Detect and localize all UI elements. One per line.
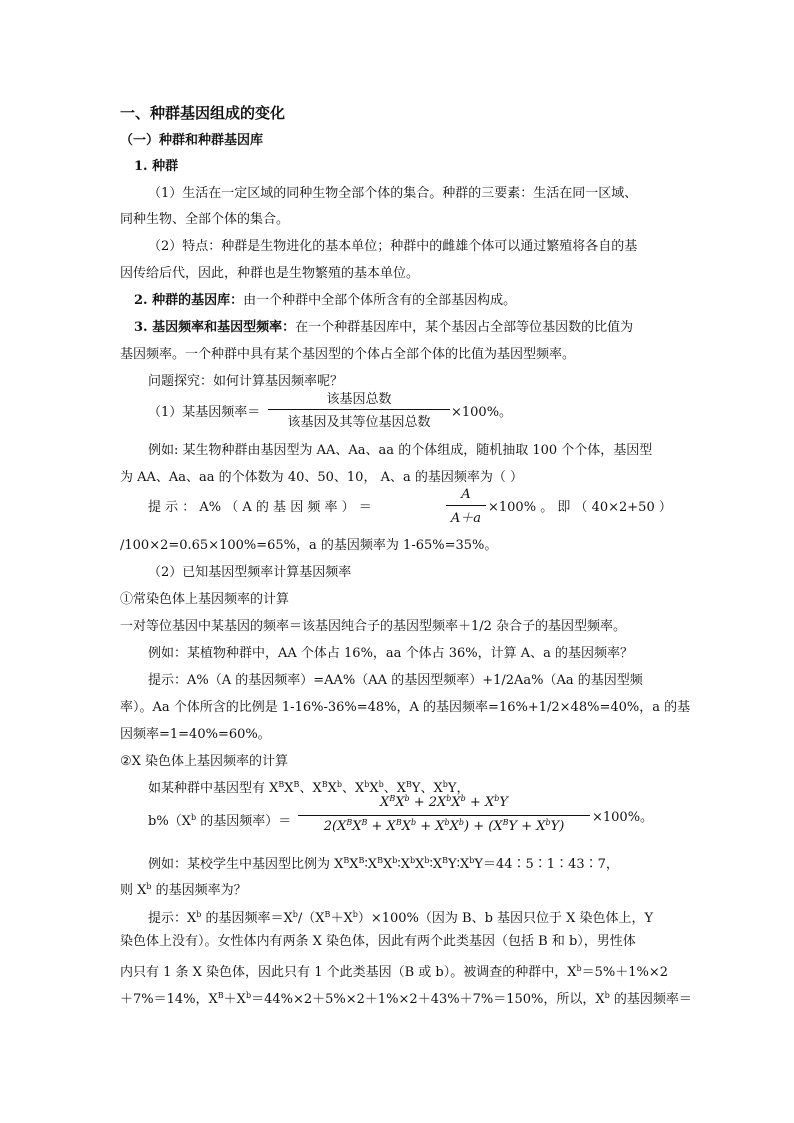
x-intro: 如某种群中基因型有 $X^BX^B$、$X^BX^b$、$X^bX^b$、$X^BY$、$X^bY$， xyxy=(148,780,470,796)
fraction-bar xyxy=(298,815,590,816)
formula-1-lhs: （1）某基因频率＝ xyxy=(148,405,261,420)
paragraph: 基因频率。一个种群中具有某个基因型的个体占全部个体的比值为基因型频率。 xyxy=(120,347,576,362)
example-1: 为 AA、Aa、aa 的个体数为 40、50、10， A、a 的基因频率为（ ） xyxy=(120,470,523,485)
hint-2: 提示：A%（A 的基因频率）=AA%（AA 的基因型频率）+1/2Aa%（Aa 的基因型频 xyxy=(148,673,643,688)
hint-3: ＋7%＝14%，$X^B+X^b=44\%\times 2+5\%\times 2+1\%\times 2+43\%+7\%=150\%$，所以，$X^b$ 的基因频率＝ xyxy=(120,991,692,1007)
example-3: 则 $X^b$ 的基因频率为？ xyxy=(120,882,247,898)
paragraph: （2）特点：种群是生物进化的基本单位；种群中的雌雄个体可以通过繁殖将各自的基 xyxy=(148,239,638,254)
formula-1-numerator: 该基因总数 xyxy=(326,392,392,407)
formula-b-denominator: $2(X^BX^B + X^BX^b + X^bX^b) + (X^BY + X^bY)$ xyxy=(323,818,565,834)
hint-2: 因频率=1=40%=60%。 xyxy=(120,727,271,742)
paragraph: 同种生物、全部个体的集合。 xyxy=(120,212,290,227)
example-2: 例如：某植物种群中，AA 个体占 16%，aa 个体占 36%，计算 A、a 的基因频率？ xyxy=(148,646,633,661)
example-3: 例如：某校学生中基因型比例为 $X^BX^B∶X^BX^b∶X^bX^b∶X^BY∶X^bY=44∶5∶1∶43∶7$， xyxy=(148,856,619,872)
hint-1-numerator: A xyxy=(461,487,471,502)
fraction-bar xyxy=(268,409,450,410)
hint-3: 染色体上没有）。女性体内有两条 X 染色体，因此有两个此类基因（包括 B 和 b），男性体 xyxy=(120,934,636,949)
section-2 xyxy=(134,291,516,311)
section-3 xyxy=(134,318,633,338)
formula-1-rhs: ×100%。 xyxy=(451,405,513,420)
hint-2: 率）。Aa 个体所含的比例是 1-16%-36%=48%，A 的基因频率=16%+1/2×48%=40%，a 的基 xyxy=(120,700,691,715)
paragraph: 因传给后代，因此，种群也是生物繁殖的基本单位。 xyxy=(120,266,420,281)
rule: 一对等位基因中某基因的频率＝该基因纯合子的基因型频率＋1/2 杂合子的基因型频率。 xyxy=(120,619,627,634)
section-2-title: 2. 种群的基因库： xyxy=(134,293,244,308)
section-2-text: 由一个种群中全部个体所含有的全部基因构成。 xyxy=(243,293,517,308)
hint-1-continued: /100×2=0.65×100%=65%，a 的基因频率为 1-65%=35%。 xyxy=(120,538,498,553)
hint-3: 内只有 1 条 X 染色体，因此只有 1 个此类基因（B 或 b）。被调查的种群中，$X^b=5\%+1\%\times 2$ xyxy=(120,964,669,980)
question: 问题探究：如何计算基因频率呢？ xyxy=(148,374,344,389)
formula-1-denominator: 该基因及其等位基因总数 xyxy=(287,415,431,430)
formula-b-numerator: $X^BX^b + 2X^bX^b + X^bY$ xyxy=(380,794,508,810)
hint-3: 提示：$X^b$ 的基因频率$=X^b/(X^B+X^b)\times 100\%$（因为 B、b 基因只位于 X 染色体上，Y xyxy=(148,910,654,926)
section-3-title: 3. 基因频率和基因型频率： xyxy=(134,320,296,335)
section-1-title: 1. 种群 xyxy=(134,159,179,174)
fraction-bar xyxy=(446,505,486,506)
subheading: （一）种群和种群基因库 xyxy=(120,133,264,148)
section-3-text: 在一个种群基因库中，某个基因占全部等位基因数的比值为 xyxy=(295,320,634,335)
hint-1-rhs: ×100% 。 即 （ 40×2+50 ） xyxy=(488,500,672,515)
hint-1-lhs: 提 示 ： A% （ A 的 基 因 频 率 ） ＝ xyxy=(148,500,372,515)
part-2-title: （2）已知基因型频率计算基因频率 xyxy=(148,565,352,580)
formula-b-lhs: $b\%(X^b$ 的基因频率）＝ xyxy=(148,813,292,829)
hint-1-denominator: A＋a xyxy=(450,511,482,526)
paragraph: （1）生活在一定区域的同种生物全部个体的集合。种群的三要素：生活在同一区域、 xyxy=(148,186,638,201)
part-2-sub-2: ②X 染色体上基因频率的计算 xyxy=(120,754,289,769)
heading: 一、种群基因组成的变化 xyxy=(120,104,286,122)
part-2-sub-1: ①常染色体上基因频率的计算 xyxy=(120,592,290,607)
example-1: 例如: 某生物种群由基因型为 AA、Aa、aa 的个体组成，随机抽取 100 个个体，基因型 xyxy=(148,443,653,458)
formula-b-rhs: ×100%。 xyxy=(592,810,654,825)
